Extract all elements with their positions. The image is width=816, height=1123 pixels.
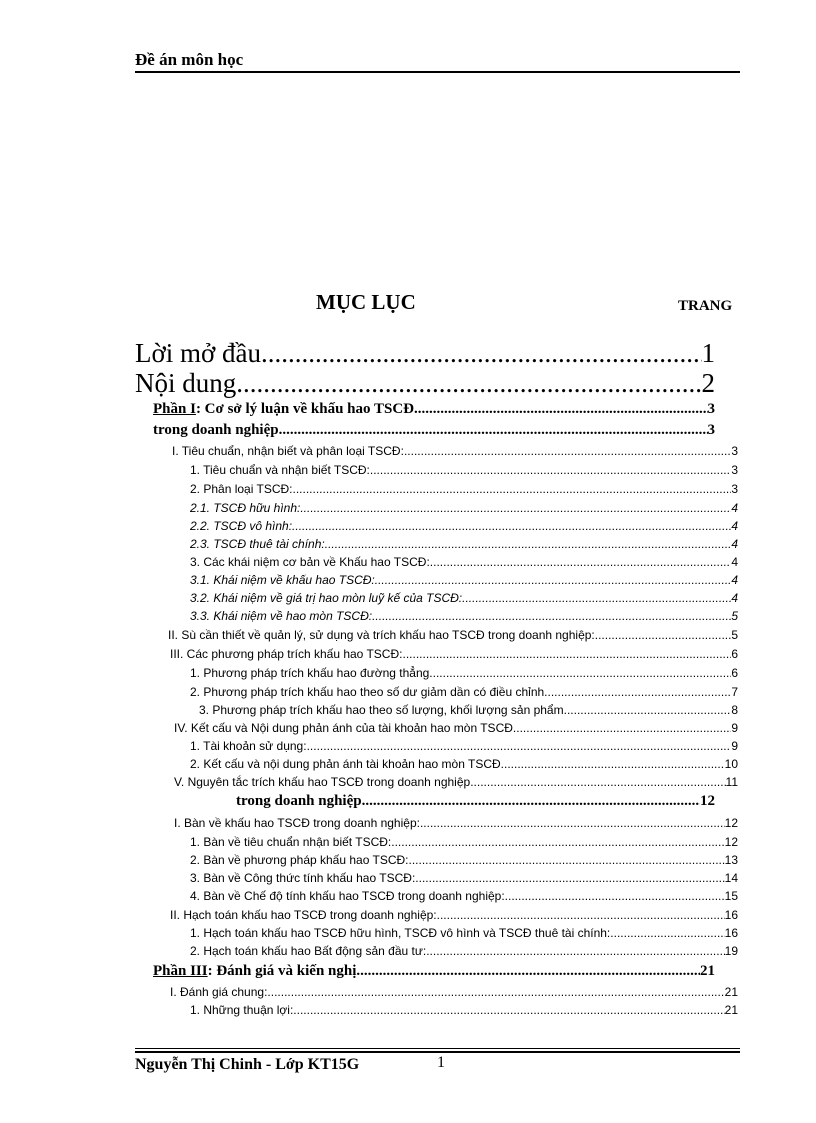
toc-entry: 2. Phương pháp trích khấu hao theo số dư giảm dần có điều chỉnh. ..... 7	[190, 685, 738, 701]
footer-rule-top	[135, 1048, 740, 1049]
toc-entry: 1. Tài khoản sử dụng: ..... 9	[190, 739, 738, 755]
toc-entry: 3. Phương pháp trích khấu hao theo số lượng, khối lượng sản phẩm. ..... 8	[199, 703, 738, 719]
toc-entry: 1. Phương pháp trích khấu hao đường thẳng. ..... 6	[190, 666, 738, 682]
toc-entry: II. Hạch toán khấu hao TSCĐ trong doanh nghiệp: ..... 16	[170, 908, 738, 924]
toc-entry: 2. Hạch toán khấu hao Bất động sản đầu tư: ..... 19	[190, 944, 738, 960]
toc-entry: V. Nguyên tắc trích khấu hao TSCĐ trong doanh nghiệp. ..... 11	[174, 775, 738, 791]
toc-part-3: Phần III: Đánh giá và kiến nghị ..... 21	[153, 963, 715, 983]
toc-part-1-continuation: trong doanh nghiệp ..... 3	[153, 422, 715, 442]
toc-entry: 3.2. Khái niệm về giá trị hao mòn luỹ kế của TSCĐ: ..... 4	[190, 591, 738, 607]
toc-entry: 2. Kết cấu và nội dung phản ánh tài khoản hao mòn TSCĐ. ..... 10	[190, 757, 738, 773]
toc-entry: 2.3. TSCĐ thuê tài chính: ..... 4	[190, 537, 738, 553]
toc-entry: I. Đánh giá chung: ..... 21	[170, 985, 738, 1001]
toc-entry: 2.2. TSCĐ vô hình: ..... 4	[190, 519, 738, 535]
toc-entry: I. Tiêu chuẩn, nhận biết và phân loại TSCĐ: ..... 3	[172, 444, 738, 460]
toc-entry: I. Bàn về khấu hao TSCĐ trong doanh nghiệp: ..... 12	[174, 816, 738, 832]
header-rule	[135, 71, 740, 73]
toc-entry-loi-mo-dau: Lời mở đầu ..... 1	[135, 338, 715, 372]
document-header-title: Đề án môn học	[135, 50, 244, 69]
toc-entry: III. Các phương pháp trích khấu hao TSCĐ: ..... 6	[170, 647, 738, 663]
toc-entry: 2.1. TSCĐ hữu hình: ..... 4	[190, 501, 738, 517]
toc-entry: 2. Bàn về phương pháp khấu hao TSCĐ: ..... 13	[190, 853, 738, 869]
toc-entry: 2. Phân loại TSCĐ: ..... 3	[190, 482, 738, 498]
toc-heading: MỤC LỤC	[316, 290, 416, 314]
toc-entry: IV. Kết cấu và Nội dung phản ánh của tài khoản hao mòn TSCĐ. ..... 9	[174, 721, 738, 737]
toc-entry: 1. Bàn về tiêu chuẩn nhận biết TSCĐ: ..... 12	[190, 835, 738, 851]
toc-entry: 3. Bàn về Công thức tính khấu hao TSCĐ: ..... 14	[190, 871, 738, 887]
toc-entry: 1. Những thuận lợi: ..... 21	[190, 1003, 738, 1019]
footer-rule-bottom	[135, 1051, 740, 1053]
toc-entry: 3.3. Khái niệm về hao mòn TSCĐ: ..... 5	[190, 609, 738, 625]
toc-entry: II. Sù cần thiết về quản lý, sử dụng và trích khấu hao TSCĐ trong doanh nghiệp: ..... 5	[168, 628, 738, 644]
toc-entry: 1. Hạch toán khấu hao TSCĐ hữu hình, TSCĐ vô hình và TSCĐ thuê tài chính: ..... 16	[190, 926, 738, 942]
toc-part-2-continuation: trong doanh nghiệp ..... 12	[236, 793, 715, 813]
toc-part-1: Phần I: Cơ sở lý luận về khấu hao TSCĐ ..... 3	[153, 401, 715, 421]
footer-author: Nguyễn Thị Chinh - Lớp KT15G	[135, 1056, 360, 1073]
footer-page-number: 1	[437, 1054, 445, 1071]
toc-entry-noi-dung: Nội dung ..... 2	[135, 368, 715, 402]
page-column-label: TRANG	[678, 298, 733, 314]
toc-entry: 1. Tiêu chuẩn và nhận biết TSCĐ: ..... 3	[190, 463, 738, 479]
toc-entry: 3.1. Khái niệm về khấu hao TSCĐ: ..... 4	[190, 573, 738, 589]
toc-entry: 3. Các khái niệm cơ bản về Khấu hao TSCĐ: ..... 4	[190, 555, 738, 571]
toc-entry: 4. Bàn về Chế độ tính khấu hao TSCĐ trong doanh nghiệp: ..... 15	[190, 889, 738, 905]
